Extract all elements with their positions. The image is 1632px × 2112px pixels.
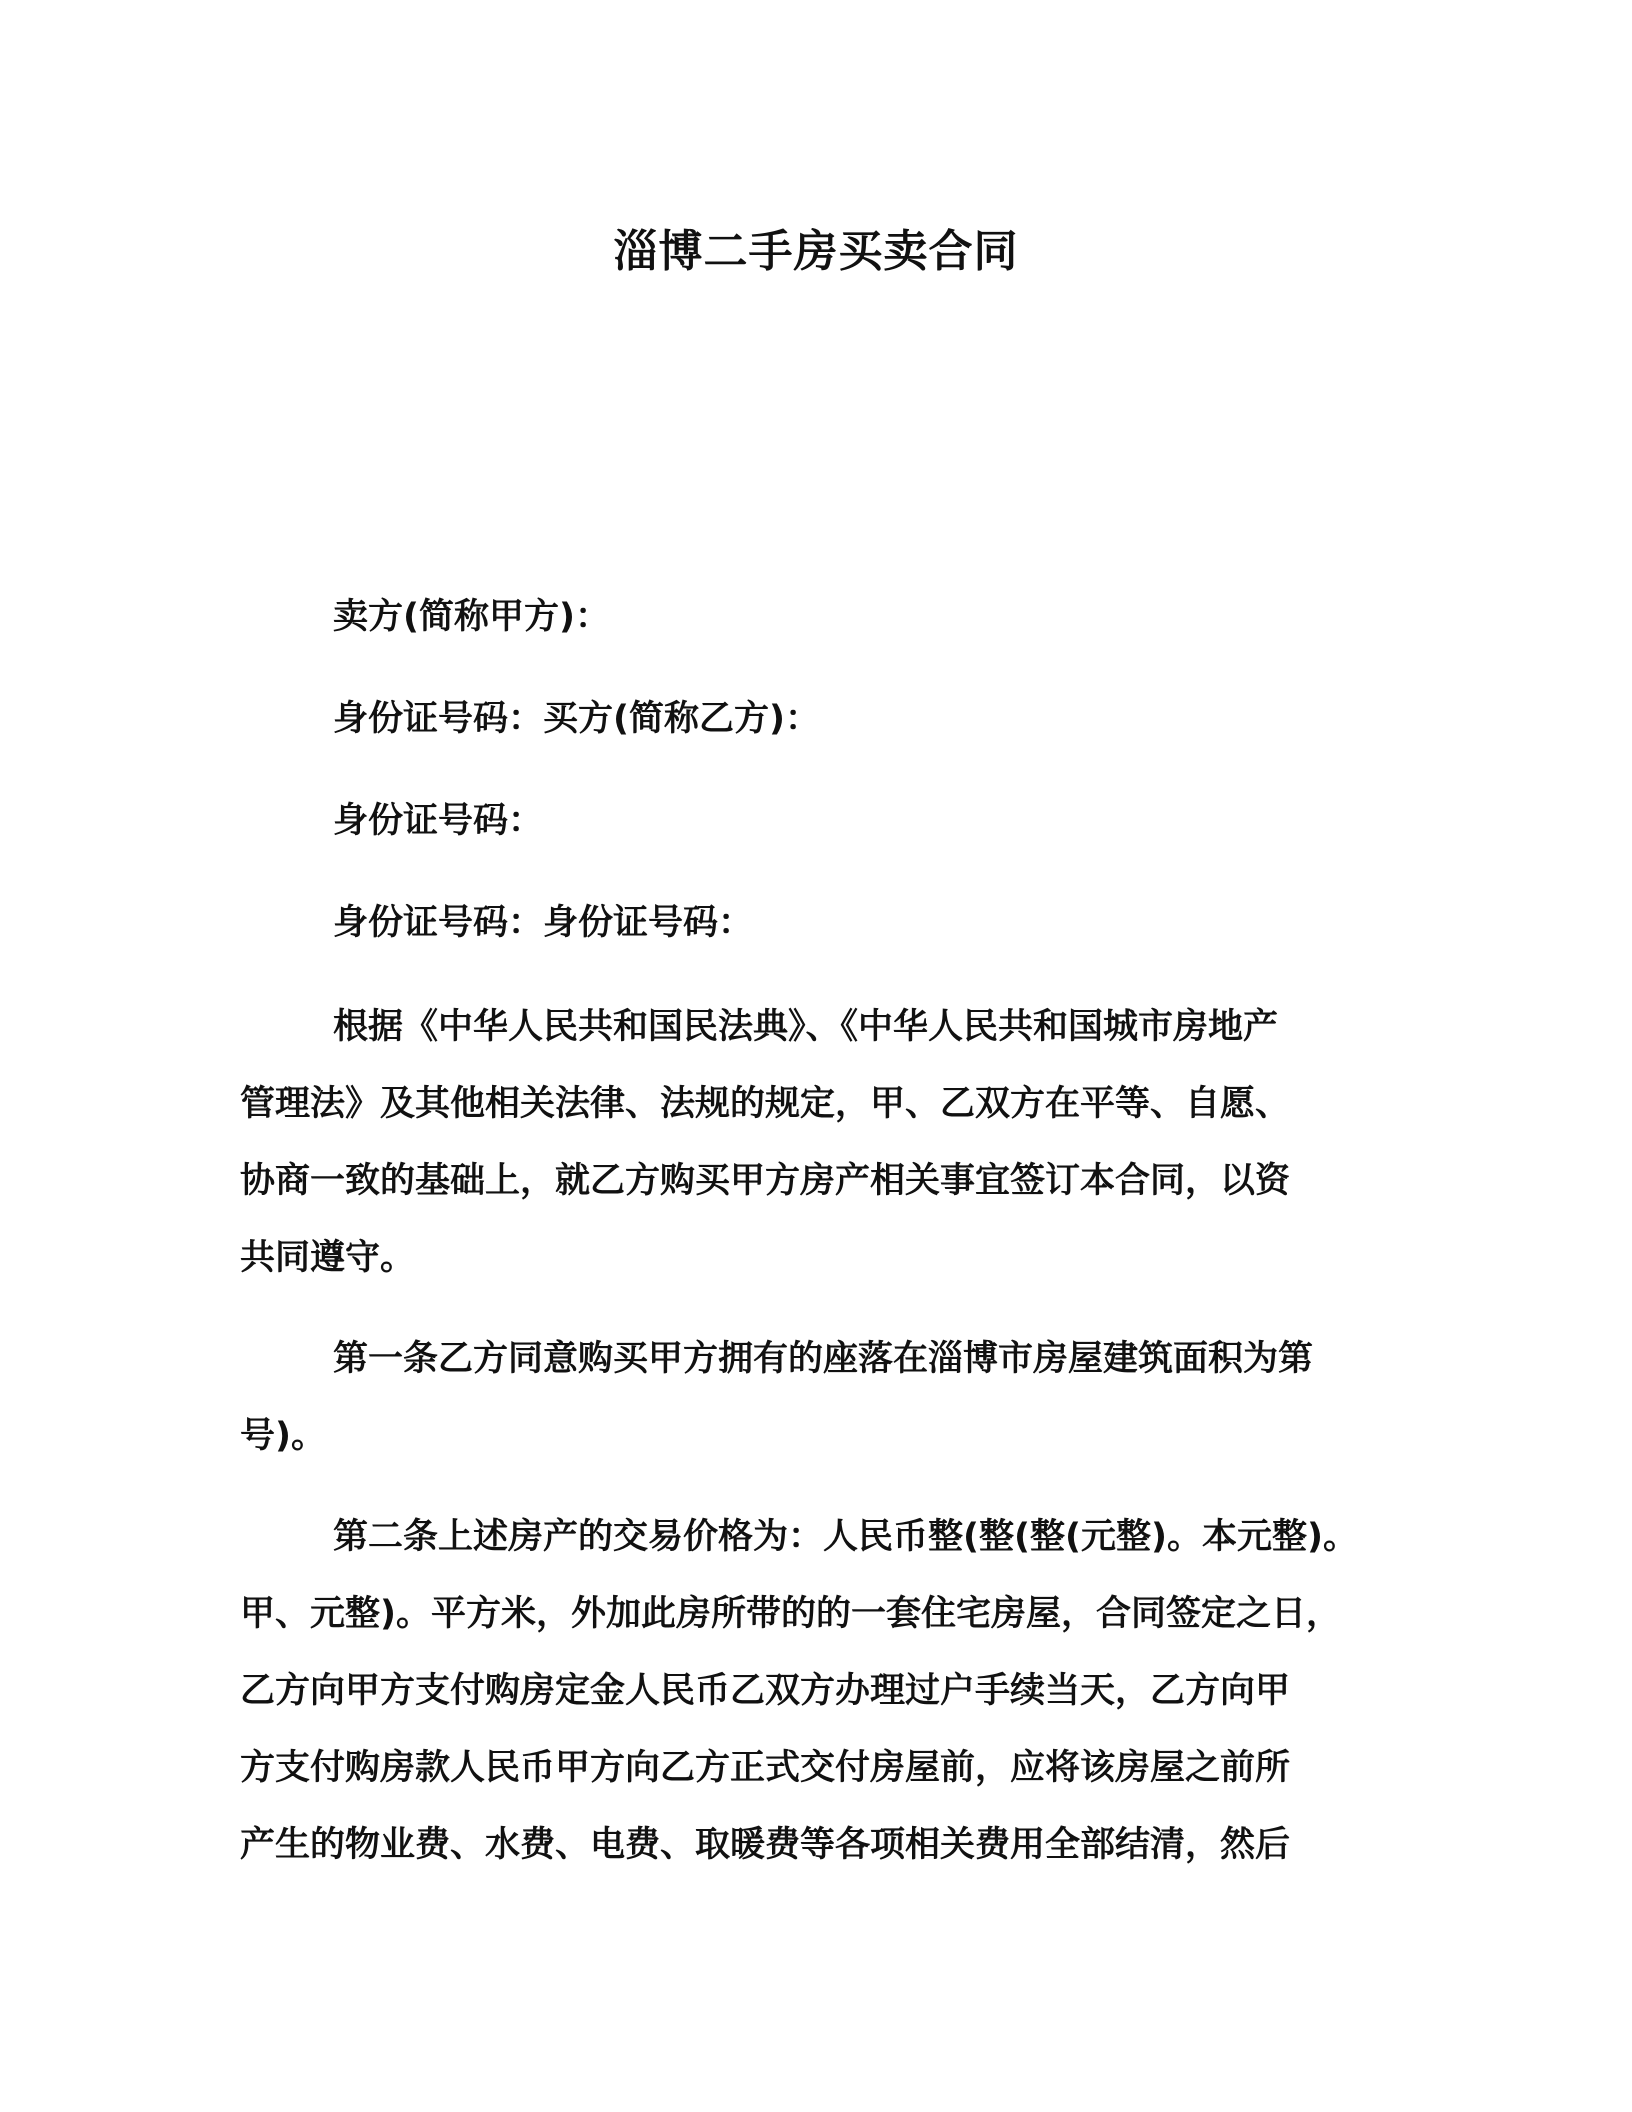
paragraph-line: 根据《中华人民共和国民法典》、《中华人民共和国城市房地产 [333,1007,1279,1047]
article-two-paragraph [240,1499,1395,1884]
paragraph-line: 号)。 [240,1416,326,1456]
seller-id-buyer-field: 身份证号码：买方(简称乙方)： [333,699,820,739]
paragraph-line: 产生的物业费、水费、电费、取暖费等各项相关费用全部结清，然后 [240,1825,1291,1865]
seller-field: 卖方(简称甲方)： [333,597,610,637]
id-number-fields: 身份证号码：身份证号码： [333,903,754,943]
paragraph-line: 第二条上述房产的交易价格为：人民币整(整(整(元整)。本元整)。 [333,1517,1358,1557]
paragraph-line: 共同遵守。 [240,1238,416,1278]
preamble-paragraph [240,989,1395,1297]
document-title: 淄博二手房买卖合同 [613,226,1019,277]
paragraph-line: 管理法》及其他相关法律、法规的规定，甲、乙双方在平等、自愿、 [240,1084,1291,1124]
paragraph-line: 第一条乙方同意购买甲方拥有的座落在淄博市房屋建筑面积为第 [333,1339,1314,1379]
paragraph-line: 乙方向甲方支付购房定金人民币乙双方办理过户手续当天，乙方向甲 [240,1671,1291,1711]
paragraph-line: 甲、元整)。平方米，外加此房所带的的一套住宅房屋，合同签定之日， [240,1594,1341,1634]
buyer-id-field: 身份证号码： [333,801,544,841]
paragraph-line: 方支付购房款人民币甲方向乙方正式交付房屋前，应将该房屋之前所 [240,1748,1291,1788]
article-one-paragraph [240,1321,1395,1475]
paragraph-line: 协商一致的基础上，就乙方购买甲方房产相关事宜签订本合同，以资 [240,1161,1291,1201]
